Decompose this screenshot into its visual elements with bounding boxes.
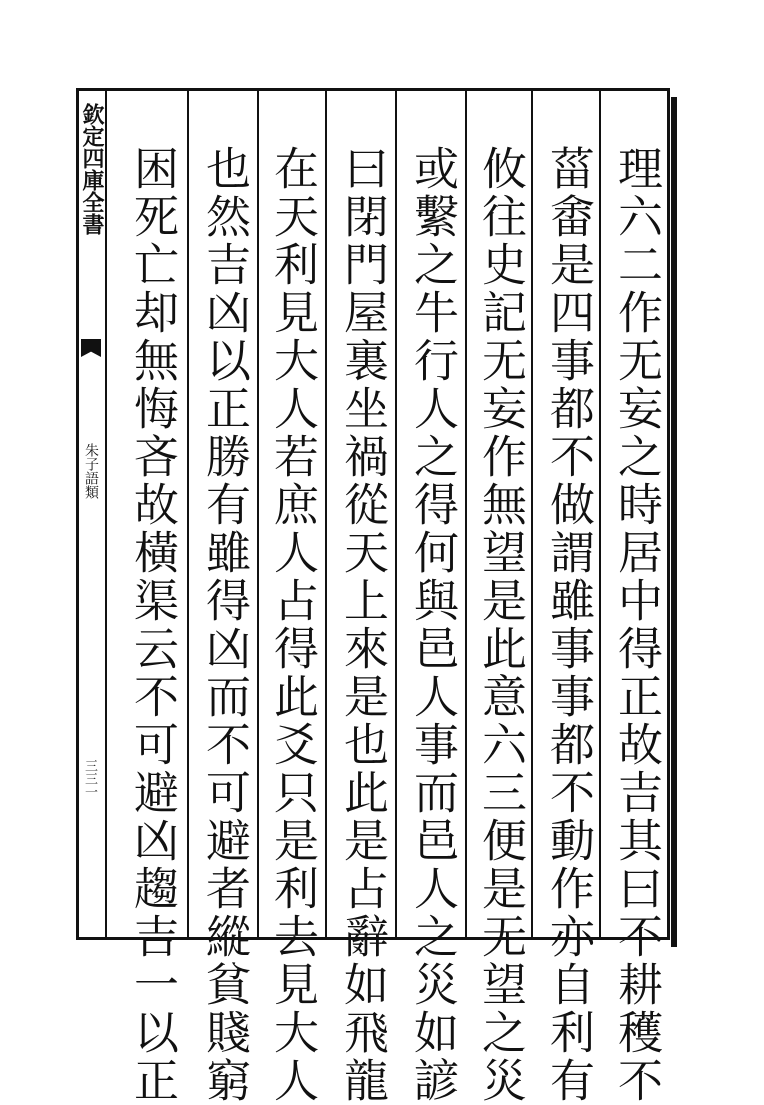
margin-page-number: 三三一 [82,759,97,798]
margin-book-title: 朱子語類 [83,443,99,499]
fishtail-mark-icon [81,339,101,357]
text-column-4: 或繫之牛行人之得何與邑人事而邑人之災如諺 [406,145,459,1105]
margin-title: 欽定四庫全書 [79,103,105,235]
column-rule [187,91,189,937]
column-rule [325,91,327,937]
text-column-3: 攸往史記无妄作無望是此意六三便是无望之災 [474,145,527,1105]
text-column-8: 困死亡却無悔吝故橫渠云不可避凶趨吉一以正 [126,145,179,1105]
text-column-2: 菑畬是四事都不做謂雖事事都不動作亦自利有 [542,145,595,1105]
center-margin [79,91,105,937]
page-frame [76,88,670,1105]
column-rule [395,91,397,937]
text-column-5: 曰閉門屋裏坐禍從天上來是也此是占辭如飛龍 [336,145,389,1105]
text-column-6: 在天利見大人若庶人占得此爻只是利去見大人 [266,145,319,1105]
text-column-1: 理六二作无妄之時居中得正故吉其曰不耕穫不 [610,145,663,1105]
column-rule [105,91,107,937]
text-column-7: 也然吉凶以正勝有雖得凶而不可避者縱貧賤窮 [198,145,251,1105]
